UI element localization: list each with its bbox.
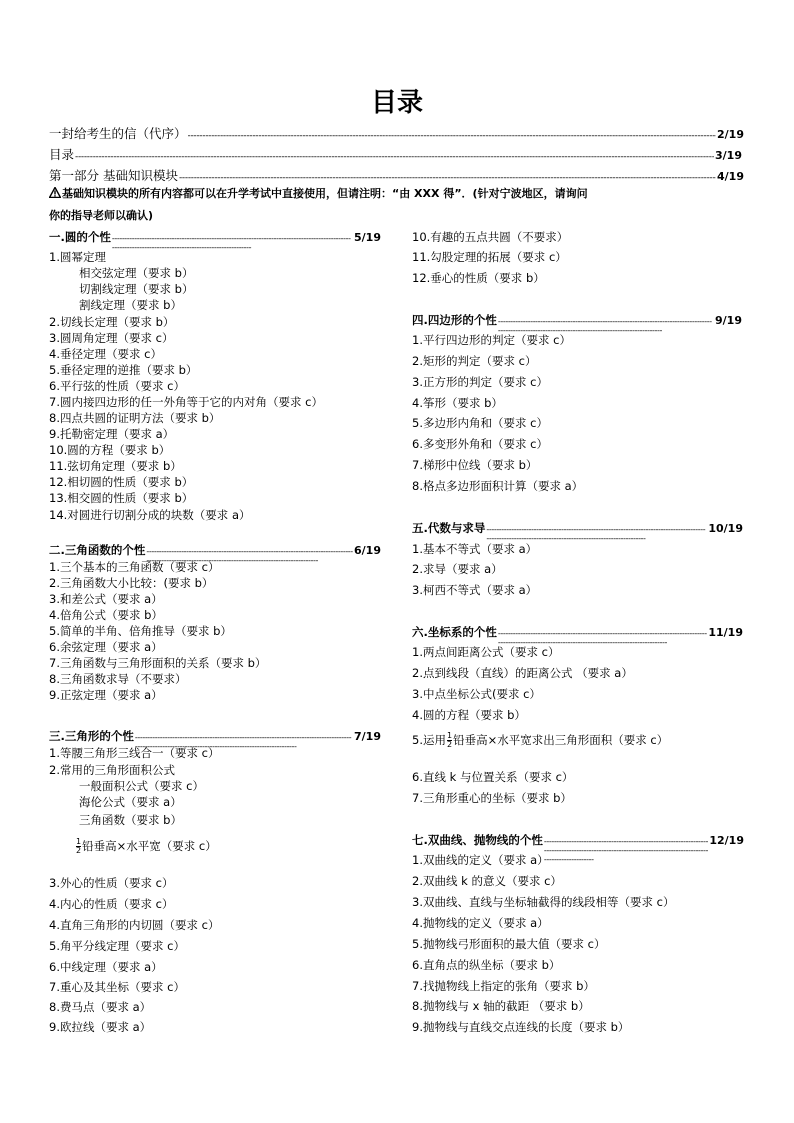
list-item: 3.柯西不等式（要求 a）	[412, 583, 538, 597]
list-item: 10.有趣的五点共圆（不要求）	[412, 230, 569, 244]
list-item: 9.欧拉线（要求 a）	[49, 1020, 152, 1034]
list-item: 5.垂径定理的逆推（要求 b）	[49, 363, 198, 377]
list-item: 6.中线定理（要求 a）	[49, 960, 163, 974]
list-item: 割线定理（要求 b）	[79, 298, 182, 312]
list-item: 2.三角函数大小比较：(要求 b）	[49, 576, 214, 590]
list-item: 4.直角三角形的内切圆（要求 c）	[49, 918, 220, 932]
list-item: 12.垂心的性质（要求 b）	[412, 271, 545, 285]
section-title: 一.圆的个性	[49, 230, 111, 244]
list-item: 6.多变形外角和（要求 c）	[412, 437, 548, 451]
section-title: 六.坐标系的个性	[412, 625, 497, 639]
list-item: 1.双曲线的定义（要求 a）	[412, 853, 549, 867]
list-item: 7.重心及其坐标（要求 c）	[49, 980, 185, 994]
list-item: 相交弦定理（要求 b）	[79, 266, 194, 280]
list-item: 1.三个基本的三角函数（要求 c）	[49, 560, 220, 574]
list-item: 3.和差公式（要求 a）	[49, 592, 163, 606]
page-title: 目录	[370, 88, 423, 118]
warning-icon	[49, 184, 61, 195]
list-item: $\frac{1}{2}$ 铅垂高×水平宽（要求 c）	[76, 837, 217, 855]
list-item: 3.圆周角定理（要求 c）	[49, 331, 174, 345]
list-item: 3.中点坐标公式(要求 c）	[412, 687, 541, 701]
list-item: 14.对圆进行切割分成的块数（要求 a）	[49, 508, 251, 522]
leader-dots	[112, 234, 353, 252]
list-item: 4.筝形（要求 b）	[412, 396, 503, 410]
notice-line-2: 你的指导老师以确认)	[49, 209, 154, 222]
list-item: 6.直角点的纵坐标（要求 b）	[412, 958, 561, 972]
fraction-one-half: $\frac{1}{2}$	[446, 731, 453, 749]
section-title: 三.三角形的个性	[49, 729, 134, 743]
list-item: 1.平行四边形的判定（要求 c）	[412, 333, 571, 347]
section-page: 11/19	[708, 626, 743, 639]
section-page: 6/19	[354, 544, 381, 557]
list-item: 2.切线长定理（要求 b）	[49, 315, 175, 329]
list-item: 6.余弦定理（要求 a）	[49, 640, 163, 654]
list-item: 8.三角函数求导（不要求）	[49, 672, 187, 686]
list-item: 8.抛物线与 x 轴的截距 （要求 b）	[412, 999, 590, 1013]
list-item: 8.格点多边形面积计算（要求 a）	[412, 479, 584, 493]
list-item: 1.基本不等式（要求 a）	[412, 542, 538, 556]
list-item: 4.内心的性质（要求 c）	[49, 897, 174, 911]
section-header-algebra[interactable]	[412, 520, 743, 543]
section-title: 四.四边形的个性	[412, 313, 497, 327]
list-item: 5.简单的半角、倍角推导（要求 b）	[49, 624, 232, 638]
notice	[49, 183, 749, 227]
toc-label: 一封给考生的信（代序）	[49, 126, 187, 141]
toc-entry-part-one[interactable]	[49, 166, 744, 184]
leader-dots	[75, 152, 714, 162]
list-item: 11.勾股定理的拓展（要求 c）	[412, 250, 567, 264]
list-item: 5.角平分线定理（要求 c）	[49, 939, 185, 953]
list-item: 3.外心的性质（要求 c）	[49, 876, 174, 890]
list-item: 9.正弦定理（要求 a）	[49, 688, 163, 702]
list-item: 3.正方形的判定（要求 c）	[412, 375, 548, 389]
list-item: 6.直线 k 与位置关系（要求 c）	[412, 770, 574, 784]
list-item: 11.弦切角定理（要求 b）	[49, 459, 182, 473]
list-item: 2.矩形的判定（要求 c）	[412, 354, 537, 368]
toc-label: 目录	[49, 147, 75, 162]
list-item: 5.抛物线弓形面积的最大值（要求 c）	[412, 937, 606, 951]
list-item: 8.四点共圆的证明方法（要求 b）	[49, 411, 221, 425]
list-item: 7.梯形中位线（要求 b）	[412, 458, 538, 472]
leader-dots	[179, 173, 716, 183]
fraction-one-half: $\frac{1}{2}$	[76, 837, 82, 855]
toc-entry-contents[interactable]	[49, 145, 742, 163]
list-item: 4.抛物线的定义（要求 a）	[412, 916, 549, 930]
list-item: 7.三角函数与三角形面积的关系（要求 b）	[49, 656, 267, 670]
list-item: 7.圆内接四边形的任一外角等于它的内对角（要求 c）	[49, 395, 323, 409]
list-item: 5.多边形内角和（要求 c）	[412, 416, 548, 430]
list-item: 7.三角形重心的坐标（要求 b）	[412, 791, 572, 805]
leader-dots	[188, 131, 717, 141]
toc-page: 3/19	[715, 149, 742, 162]
list-item: 9.抛物线与直线交点连线的长度（要求 b）	[412, 1020, 630, 1034]
list-item: 8.费马点（要求 a）	[49, 1000, 152, 1014]
list-item: 4.圆的方程（要求 b）	[412, 708, 526, 722]
toc-page: 4/19	[717, 170, 744, 183]
list-item: 4.倍角公式（要求 b）	[49, 608, 163, 622]
list-item: 1.等腰三角形三线合一（要求 c）	[49, 746, 220, 760]
list-item: 13.相交圆的性质（要求 b）	[49, 491, 194, 505]
list-item: 一般面积公式（要求 c）	[79, 779, 204, 793]
list-item: 2.双曲线 k 的意义（要求 c）	[412, 874, 562, 888]
list-item: 1.两点间距离公式（要求 c）	[412, 645, 560, 659]
list-item: 6.平行弦的性质（要求 c）	[49, 379, 185, 393]
section-page: 10/19	[708, 522, 743, 535]
toc-label: 第一部分 基础知识模块	[49, 168, 178, 183]
list-item: 三角函数（要求 b）	[79, 813, 182, 827]
section-page: 5/19	[354, 231, 381, 244]
leader-dots	[544, 837, 708, 864]
section-title: 七.双曲线、抛物线的个性	[412, 833, 543, 847]
toc-entry-letter[interactable]	[49, 124, 744, 142]
section-page: 12/19	[709, 834, 744, 847]
list-item: 2.常用的三角形面积公式	[49, 763, 175, 777]
toc-page: 2/19	[717, 128, 744, 141]
section-title: 五.代数与求导	[412, 521, 486, 535]
list-item: 9.托勒密定理（要求 a）	[49, 427, 175, 441]
list-item: 12.相切圆的性质（要求 b）	[49, 475, 194, 489]
section-page: 9/19	[715, 314, 742, 327]
list-item: 2.点到线段（直线）的距离公式 （要求 a）	[412, 666, 633, 680]
list-item: 4.垂径定理（要求 c）	[49, 347, 162, 361]
list-item: 7.找抛物线上指定的张角（要求 b）	[412, 979, 595, 993]
list-item: 3.双曲线、直线与坐标轴截得的线段相等（要求 c）	[412, 895, 675, 909]
notice-line-1: 基础知识模块的所有内容都可以在升学考试中直接使用，但请注明：“由 XXX 得”．(针对宁波地区，请询问	[62, 187, 588, 200]
section-page: 7/19	[354, 730, 381, 743]
list-item: 切割线定理（要求 b）	[79, 282, 194, 296]
list-item: 1.圆幂定理	[49, 250, 106, 264]
list-item: 2.求导（要求 a）	[412, 562, 503, 576]
list-item: 海伦公式（要求 a）	[79, 795, 182, 809]
list-item: 5.运用 $\frac{1}{2}$ 铅垂高×水平宽求出三角形面积（要求 c）	[412, 731, 669, 749]
section-title: 二.三角函数的个性	[49, 543, 146, 557]
list-item: 10.圆的方程（要求 b）	[49, 443, 171, 457]
